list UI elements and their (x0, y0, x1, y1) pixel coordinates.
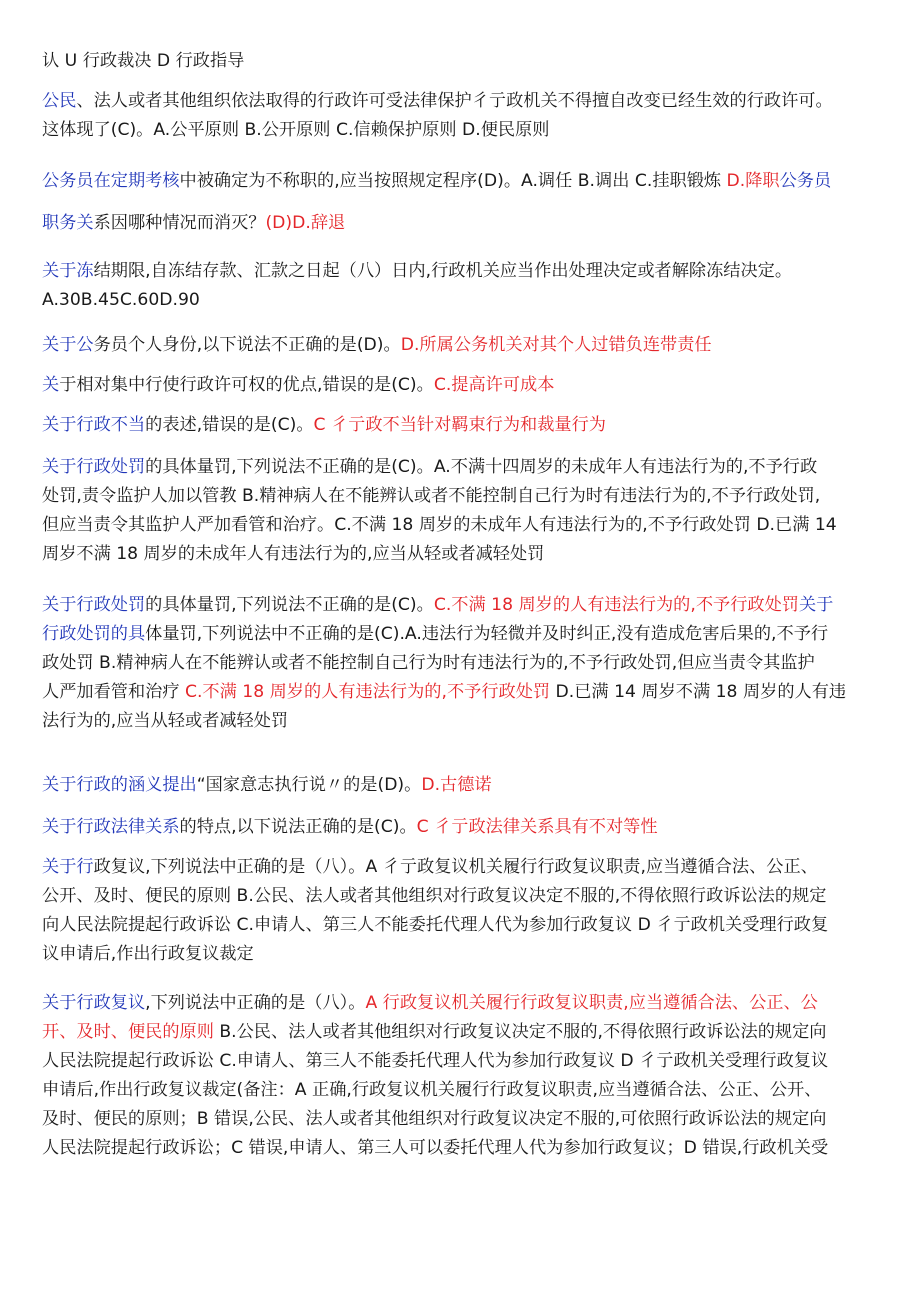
text-line (42, 649, 882, 678)
keyword-text: 关于行 (42, 857, 94, 877)
body-text: 政复议,下列说法中正确的是（八）。A 彳亍政复议机关履行行政复议职责,应当遵循合法、公正、 (93, 857, 818, 877)
body-text: ,下列说法中正确的是（八）。 (145, 993, 366, 1013)
text-line (42, 331, 882, 360)
question-paragraph (42, 411, 882, 440)
body-text: 人民法院提起行政诉讼；C 错误,申请人、第三人可以委托代理人代为参加行政复议；D 错误,行政机关受 (42, 1138, 829, 1158)
body-text: 处罚,责令监护人加以管教 B.精神病人在不能辨认或者不能控制自己行为时有违法行为的,不予行政处罚, (42, 486, 821, 506)
body-text: A.30B.45C.60D.90 (42, 290, 200, 310)
body-text: 周岁不满 18 周岁的未成年人有违法行为的,应当从轻或者减轻处罚 (42, 544, 545, 564)
body-text: 的具体量罚,下列说法不正确的是(C)。A.不满十四周岁的未成年人有违法行为的,不予行政 (145, 457, 818, 477)
text-line (42, 853, 882, 882)
keyword-text: 关于行政处罚 (42, 457, 146, 477)
question-paragraph (42, 989, 882, 1163)
body-text: 公开、及时、便民的原则 B.公民、法人或者其他组织对行政复议决定不服的,不得依照行政诉讼法的规定 (42, 886, 827, 906)
text-line (42, 167, 882, 196)
body-text: 人民法院提起行政诉讼 C.申请人、第三人不能委托代理人代为参加行政复议 D 彳亍政机关受理行政复议 (42, 1051, 829, 1071)
question-paragraph (42, 331, 882, 360)
question-paragraph (42, 453, 882, 569)
text-line (42, 989, 882, 1018)
body-text: 政处罚 B.精神病人在不能辨认或者不能控制自己行为时有违法行为的,不予行政处罚,但应当责令其监护 (42, 653, 815, 673)
text-line (42, 482, 882, 511)
answer-text: C.提高许可成本 (433, 375, 555, 395)
keyword-text: 职务关 (42, 213, 94, 233)
text-line (42, 1047, 882, 1076)
text-line (42, 286, 882, 315)
body-text: 结期限,自冻结存款、汇款之日起（八）日内,行政机关应当作出处理决定或者解除冻结决定。 (93, 261, 793, 281)
body-text: 向人民法院提起行政诉讼 C.申请人、第三人不能委托代理人代为参加行政复议 D 彳亍政机关受理行政复 (42, 915, 829, 935)
body-text: 、法人或者其他组织依法取得的行政许可受法律保护彳亍政机关不得擅自改变已经生效的行政许可。 (76, 91, 833, 111)
answer-text: C 彳亍政不当针对羁束行为和裁量行为 (313, 415, 606, 435)
body-text: 的具体量罚,下列说法不正确的是(C)。 (145, 595, 434, 615)
text-line (42, 411, 882, 440)
text-line (42, 771, 882, 800)
keyword-text: 行政处罚的具 (42, 624, 146, 644)
text-line (42, 911, 882, 940)
body-text: 体量罚,下列说法中不正确的是(C).A.违法行为轻微并及时纠正,没有造成危害后果的,不予行 (145, 624, 829, 644)
body-text: 的特点,以下说法正确的是(C)。 (179, 817, 417, 837)
question-paragraph (42, 771, 882, 800)
body-text: B.公民、法人或者其他组织对行政复议决定不服的,不得依照行政诉讼法的规定向 (213, 1022, 827, 1042)
body-text: D.已满 14 周岁不满 18 周岁的人有违 (550, 682, 847, 702)
question-paragraph (42, 371, 882, 400)
answer-text: D.降职 (726, 171, 780, 191)
text-line (42, 707, 882, 736)
question-paragraph (42, 87, 882, 145)
keyword-text: 关于行政处罚 (42, 595, 146, 615)
question-paragraph (42, 167, 882, 196)
answer-text: (D)D.辞退 (265, 213, 346, 233)
keyword-text: 公民 (42, 91, 77, 111)
question-paragraph (42, 209, 882, 238)
text-line (42, 678, 882, 707)
answer-text: D.所属公务机关对其个人过错负连带责任 (400, 335, 712, 355)
question-paragraph (42, 813, 882, 842)
body-text: 务员个人身份,以下说法不正确的是(D)。 (93, 335, 401, 355)
body-text: 这体现了(C)。A.公平原则 B.公开原则 C.信赖保护原则 D.便民原则 (42, 120, 550, 140)
text-line (42, 371, 882, 400)
body-text: 于相对集中行使行政许可权的优点,错误的是(C)。 (59, 375, 434, 395)
text-line (42, 1018, 882, 1047)
text-line (42, 47, 882, 76)
answer-text: A 行政复议机关履行行政复议职责,应当遵循合法、公正、公 (365, 993, 818, 1013)
keyword-text: 关于冻 (42, 261, 94, 281)
keyword-text: 关于行政的涵义提出 (42, 775, 197, 795)
text-line (42, 813, 882, 842)
text-line (42, 87, 882, 116)
keyword-text: 关于公 (42, 335, 94, 355)
text-line (42, 116, 882, 145)
keyword-text: 关于 (798, 595, 834, 615)
keyword-text: 关于行政复议 (42, 993, 146, 1013)
body-text: 认 U 行政裁决 D 行政指导 (42, 51, 245, 71)
text-line (42, 882, 882, 911)
body-text: 法行为的,应当从轻或者减轻处罚 (42, 711, 289, 731)
keyword-text: 关于行政法律关系 (42, 817, 180, 837)
text-line (42, 1076, 882, 1105)
text-line (42, 453, 882, 482)
question-paragraph (42, 853, 882, 969)
body-text: 系因哪种情况而消灭？ (93, 213, 266, 233)
answer-text: D.古德诺 (421, 775, 492, 795)
text-line (42, 209, 882, 238)
question-paragraph (42, 47, 882, 76)
answer-text: 开、及时、便民的原则 (42, 1022, 214, 1042)
body-text: 申请后,作出行政复议裁定(备注：A 正确,行政复议机关履行行政复议职责,应当遵循合法、公正、公开、 (42, 1080, 822, 1100)
body-text: “国家意志执行说〃的是(D)。 (196, 775, 422, 795)
text-line (42, 540, 882, 569)
question-paragraph (42, 591, 882, 736)
answer-text: C 彳亍政法律关系具有不对等性 (416, 817, 658, 837)
question-paragraph (42, 257, 882, 315)
keyword-text: 关于行政不当 (42, 415, 146, 435)
body-text: 及时、便民的原则；B 错误,公民、法人或者其他组织对行政复议决定不服的,可依照行政诉讼法的规定向 (42, 1109, 827, 1129)
text-line (42, 940, 882, 969)
body-text: 但应当责令其监护人严加看管和治疗。C.不满 18 周岁的未成年人有违法行为的,不予行政处罚 D.已满 14 (42, 515, 837, 535)
body-text: 人严加看管和治疗 (42, 682, 185, 702)
text-line (42, 620, 882, 649)
text-line (42, 1105, 882, 1134)
answer-text: C.不满 18 周岁的人有违法行为的,不予行政处罚 (184, 682, 551, 702)
keyword-text: 关 (42, 375, 60, 395)
body-text: 议申请后,作出行政复议裁定 (42, 944, 254, 964)
body-text: 的表述,错误的是(C)。 (145, 415, 314, 435)
text-line (42, 1134, 882, 1163)
text-line (42, 591, 882, 620)
keyword-text: 公务员 (779, 171, 832, 191)
text-line (42, 511, 882, 540)
answer-text: C.不满 18 周岁的人有违法行为的,不予行政处罚 (433, 595, 799, 615)
keyword-text: 公务员在定期考核 (42, 171, 180, 191)
text-line (42, 257, 882, 286)
body-text: 中被确定为不称职的,应当按照规定程序(D)。A.调任 B.调出 C.挂职锻炼 (179, 171, 727, 191)
